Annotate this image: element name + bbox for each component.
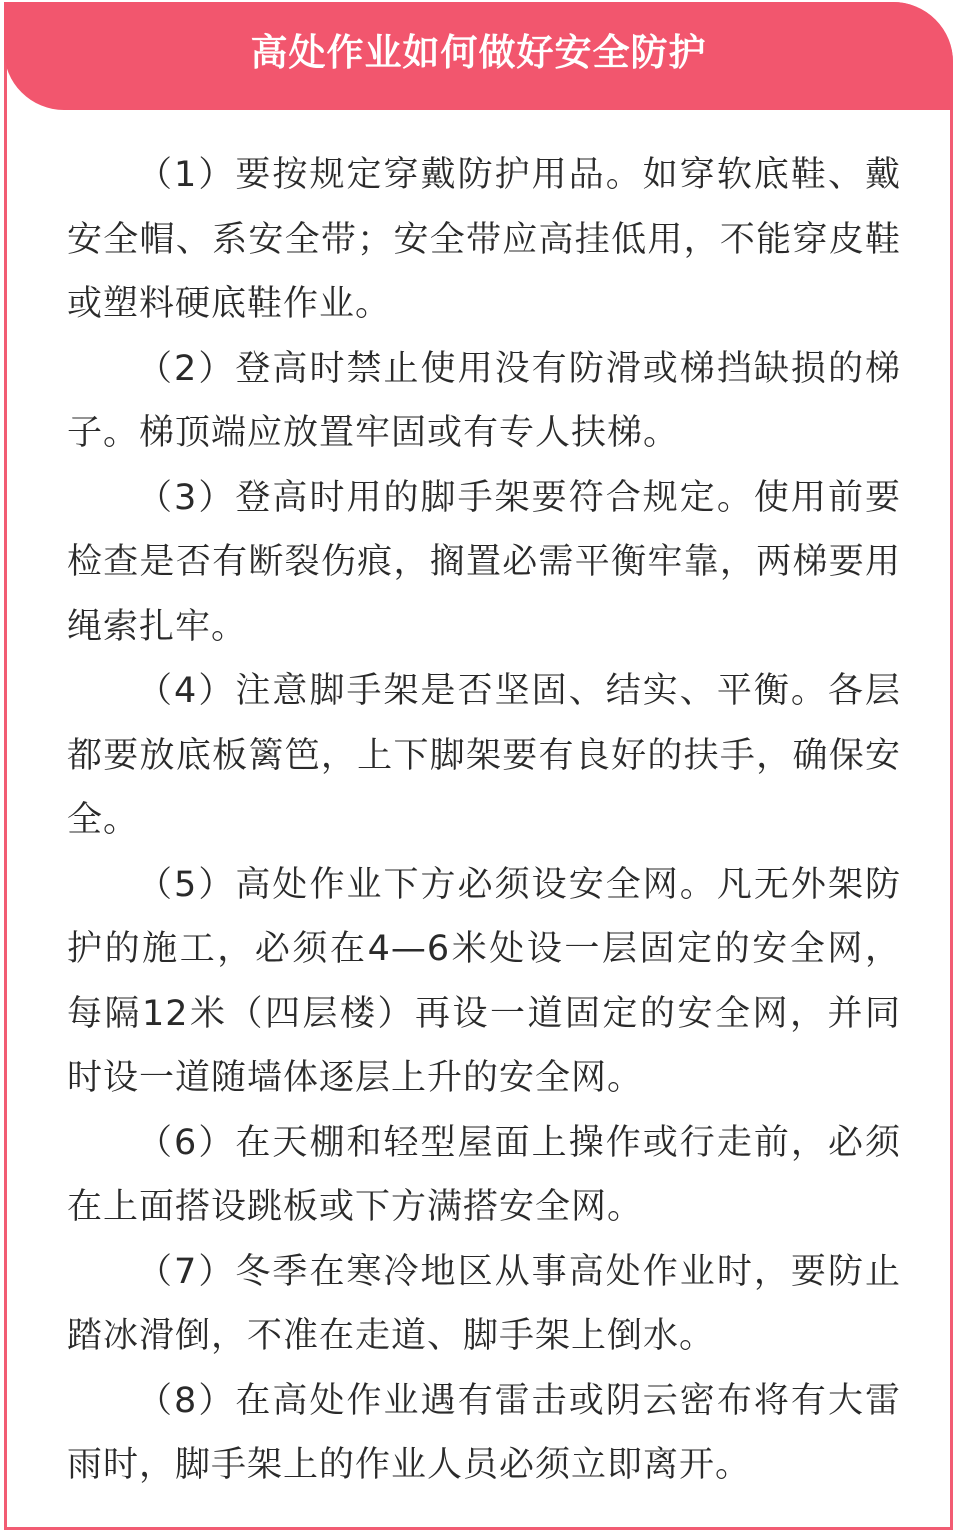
page-title: 高处作业如何做好安全防护: [250, 31, 707, 74]
safety-card: [4, 2, 953, 1530]
paragraph-3: （3）登高时用的脚手架要符合规定。使用前要检查是否有断裂伤痕，搁置必需平衡牢靠，两梯要用绳索扎牢。: [67, 477, 901, 647]
paragraph-6: （6）在天棚和轻型屋面上操作或行走前，必须在上面搭设跳板或下方满搭安全网。: [67, 1122, 901, 1227]
paragraph-2: （2）登高时禁止使用没有防滑或梯挡缺损的梯子。梯顶端应放置牢固或有专人扶梯。: [67, 348, 901, 453]
paragraph-5: （5）高处作业下方必须设安全网。凡无外架防护的施工，必须在4—6米处设一层固定的安全网，每隔12米（四层楼）再设一道固定的安全网，并同时设一道随墙体逐层上升的安全网。: [67, 864, 901, 1098]
paragraph-4: （4）注意脚手架是否坚固、结实、平衡。各层都要放底板篱笆，上下脚架要有良好的扶手，确保安全。: [67, 671, 901, 840]
paragraph-8: （8）在高处作业遇有雷击或阴云密布将有大雷雨时，脚手架上的作业人员必须立即离开。: [67, 1380, 901, 1485]
content-body: [67, 143, 901, 1498]
paragraph-7: （7）冬季在寒冷地区从事高处作业时，要防止踏冰滑倒，不准在走道、脚手架上倒水。: [67, 1251, 901, 1356]
paragraph-1: （1）要按规定穿戴防护用品。如穿软底鞋、戴安全帽、系安全带；安全带应高挂低用，不能穿皮鞋或塑料硬底鞋作业。: [67, 155, 901, 324]
title-banner: [4, 2, 953, 110]
